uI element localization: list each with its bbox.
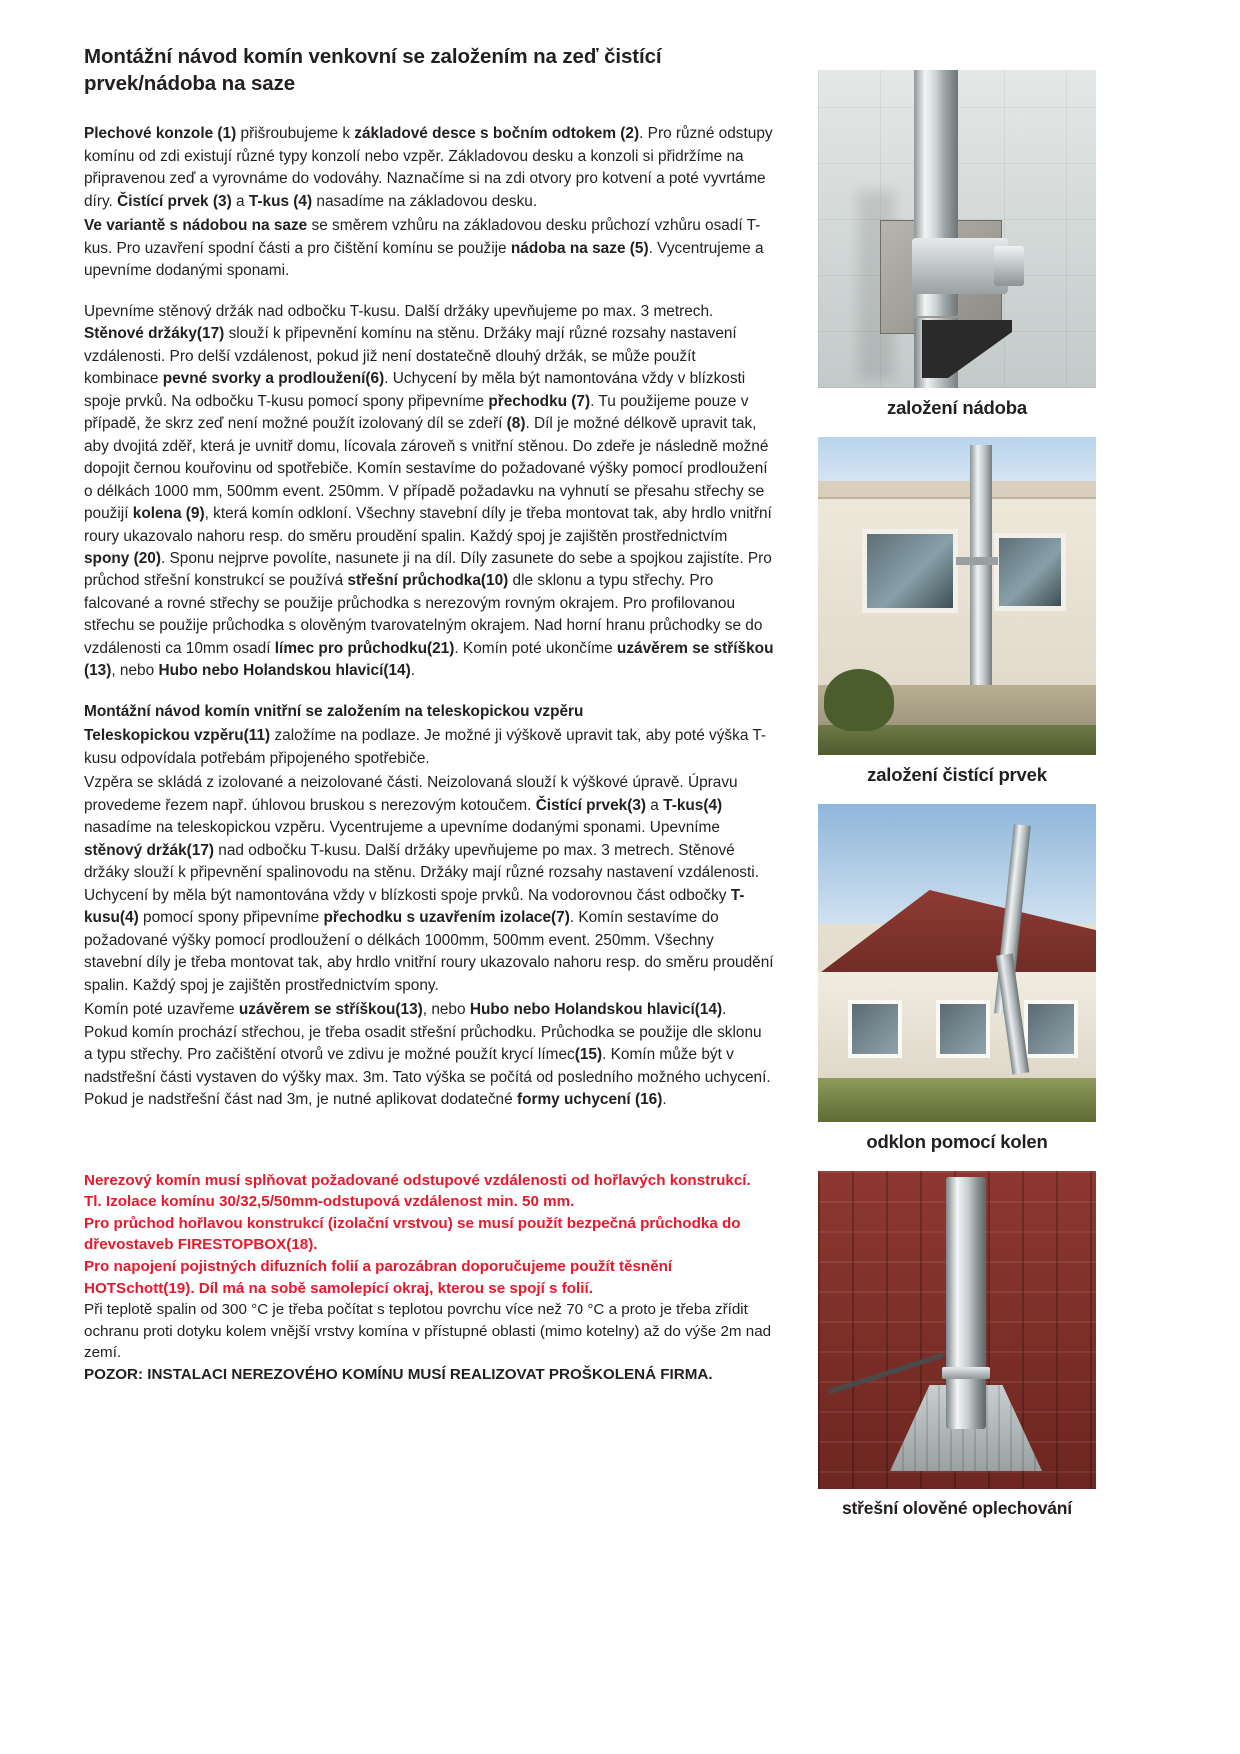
window bbox=[848, 1000, 902, 1058]
term-t-kus-4: T-kus(4) bbox=[663, 796, 723, 814]
term-teleskopicka-vzpera: Teleskopickou vzpěru(11) bbox=[84, 727, 271, 745]
term-prechodka: přechodku (7) bbox=[488, 392, 591, 410]
ground bbox=[818, 1078, 1096, 1122]
term-cistici-prvek: Čistící prvek (3) bbox=[117, 192, 232, 210]
term-stresni-prichodka: střešní průchodka(10) bbox=[347, 572, 509, 590]
term-zakladova-deska: základové desce s bočním odtokem (2) bbox=[354, 125, 640, 143]
text-run: nasadíme na základovou desku. bbox=[312, 192, 538, 210]
term-dil-8: (8) bbox=[506, 415, 526, 433]
text-run: . bbox=[662, 1091, 667, 1109]
paragraph-teleskopicka-vzpera bbox=[84, 725, 774, 770]
term-hubo-hlavice: Hubo nebo Holandskou hlavicí(14) bbox=[158, 662, 411, 680]
text-run: Komín poté uzavřeme bbox=[84, 1001, 239, 1019]
paragraph-nadoba-na-saze bbox=[84, 215, 774, 282]
term-nadoba-na-saze: nádoba na saze (5) bbox=[510, 239, 649, 257]
text-run: Vzpěra se skládá z izolované a neizolované části. Neizolovaná slouží k výškové úpravě. Úpravu provedeme řezem např. úhlovou bruskou s nerezovým kotoučem. bbox=[84, 774, 738, 814]
term-limec-15: (15) bbox=[574, 1046, 603, 1064]
term-spony: spony (20) bbox=[84, 550, 161, 567]
subheading-vnitrni-komin bbox=[84, 701, 774, 723]
spacer bbox=[84, 285, 774, 301]
text-run: dle sklonu a typu střechy. Pro falcované a rovné střechy se použije průchodka s nerezovým rovným okrajem. Pro profilovanou střechu se použije průchodka s olověným tvarovatelným okrajem. Nad horní hranu průchodky se do vzdálenosti ca 10mm osadí bbox=[84, 572, 763, 657]
window bbox=[994, 533, 1066, 611]
photo-cleaning-element-base bbox=[818, 437, 1096, 755]
text-run: pomocí spony připevníme bbox=[138, 909, 324, 927]
warning-block bbox=[84, 1170, 774, 1386]
bush bbox=[824, 669, 894, 731]
text-run: se směrem vzhůru na základovou desku průchozí vzhůru osadí T-kus. Pro uzavření spodní části a pro čištění komínu se použije bbox=[84, 217, 761, 257]
figure-column bbox=[818, 44, 1096, 1724]
text-run: . Komín sestavíme do požadované výšky pomocí prodloužení o délkách 1000mm, 500mm event. 250mm. Všechny stavební díly je třeba montovat tak, aby hrdlo vnitřní roury ukazovalo nahoru resp. do směru proudění spalin. Každý spoj je zajištěn prostřednictvím spony. bbox=[84, 909, 774, 994]
figure-4-caption: střešní olověné oplechování bbox=[842, 1498, 1072, 1518]
text-column bbox=[84, 44, 774, 1724]
text-run: . Komín poté ukončíme bbox=[454, 639, 617, 657]
text-run: . Vycentrujeme a upevníme dodanými sponami. bbox=[84, 239, 764, 280]
text-run: , která komín odkloní. Všechny stavební díly je třeba montovat tak, aby hrdlo vnitřní roury ukazovalo nahoru resp. do směru proudění spalin. Každý spoj je zajištěn prostřednictvím bbox=[84, 505, 772, 545]
text-run: slouží k připevnění komínu na stěnu. Držáky mají různé rozsahy nastavení vzdálenosti. Pro delší vzdálenost, pokud již není dostatečně dlouhý držák, se může použít kombinace bbox=[84, 325, 737, 388]
page-title: Montážní návod komín venkovní se založením na zeď čistící prvek/nádoba na saze bbox=[84, 45, 662, 95]
chimney-pipe bbox=[946, 1177, 986, 1429]
term-stenovy-drzak-17: stěnový držák(17) bbox=[84, 841, 215, 859]
term-t-kus: T-kus (4) bbox=[248, 192, 313, 210]
text-run: nad odbočku T-kusu. Další držáky upevňujeme po max. 3 metrech. Stěnové držáky slouží k připevnění spalinovodu na stěnu. Držáky mají různé rozsahy nastavení vzdálenosti. Uchycení by měla být namontována vždy v blízkosti spoje prvků. Na vodorovnou část odbočky bbox=[84, 841, 759, 904]
text-run: . Pro různé odstupy komínu od zdi existují různé typy konzolí nebo vzpěr. Základovou desku a konzoli si přidržíme na připravenou zeď a vyrovnáme do vodováhy. Naznačíme si na zdi otvory pro kotvení a poté vyvrtáme díry. bbox=[84, 125, 773, 210]
text-run: a bbox=[646, 796, 664, 814]
paragraph-vzpera-montaz bbox=[84, 772, 774, 997]
text-run: , nebo bbox=[422, 1001, 470, 1019]
photo-soot-container-base bbox=[818, 70, 1096, 388]
text-run: založíme na podlaze. Je možné ji výškově upravit tak, aby poté výška T-kusu odpovídala potřebám připojeného spotřebiče. bbox=[84, 727, 767, 767]
term-t-kusu-4: T-kusu(4) bbox=[84, 886, 745, 927]
photo-offset-with-elbows bbox=[818, 804, 1096, 1122]
figure-2-caption: založení čistící prvek bbox=[867, 764, 1047, 785]
figure-2 bbox=[818, 437, 1096, 800]
side-outlet-cap bbox=[994, 246, 1024, 286]
roof-eave bbox=[818, 481, 1096, 499]
warning-line-5: Při teplotě spalin od 300 °C je třeba počítat s teplotou povrchu více než 70 °C a proto je třeba zřídit ochranu proti dotyku kolem vnější vrstvy komína v přístupné oblasti (mimo kotelny) až do výše 2m nad zemí. bbox=[84, 1301, 772, 1362]
paragraph-drzaky bbox=[84, 301, 774, 683]
figure-3-caption: odklon pomocí kolen bbox=[866, 1131, 1048, 1152]
chimney-pipe bbox=[970, 445, 992, 691]
term-stenove-drzaky: Stěnové držáky(17) bbox=[84, 325, 225, 343]
term-uzaver-striskou-13: uzávěrem se stříškou(13) bbox=[238, 1001, 423, 1019]
pipe-clamp bbox=[942, 1367, 990, 1379]
term-cistici-prvek-3: Čistící prvek(3) bbox=[535, 796, 647, 814]
figure-3 bbox=[818, 804, 1096, 1167]
term-varianta-nadoba: Ve variantě s nádobou na saze bbox=[84, 217, 308, 235]
term-limec: límec pro průchodku(21) bbox=[274, 639, 455, 657]
term-kolena: kolena (9) bbox=[132, 505, 205, 523]
photo-roof-lead-flashing bbox=[818, 1171, 1096, 1489]
warning-line-2: Tl. Izolace komínu 30/32,5/50mm-odstupová vzdálenost min. 50 mm. bbox=[84, 1193, 575, 1211]
window bbox=[1024, 1000, 1078, 1058]
subheading-text: Montážní návod komín vnitřní se založením na teleskopickou vzpěru bbox=[84, 702, 584, 720]
text-run: . Tu použijeme pouze v případě, že skrz zeď není možné použít izolovaný díl se zdeří bbox=[84, 392, 749, 433]
term-prechodka-izolace: přechodku s uzavřením izolace(7) bbox=[323, 909, 570, 927]
term-plechove-konzole: Plechové konzole (1) bbox=[84, 125, 237, 143]
text-run: . Sponu nejprve povolíte, nasunete ji na díl. Díly zasunete do sebe a spojkou zajistíte. Pro průchod střešní konstrukcí se používá bbox=[84, 550, 772, 590]
term-svorky-prodlouzeni: pevné svorky a prodloužení(6) bbox=[162, 370, 385, 388]
text-run: Upevníme stěnový držák nad odbočku T-kusu. Další držáky upevňujeme po max. 3 metrech. bbox=[84, 302, 714, 320]
text-run: . Díl je možné délkově upravit tak, aby dvojitá zděř, která je uvnitř domu, lícovala zároveň s vnitřní stěnou. Do zdeře je následně možné dopojit černou kouřovinu od spotřebiče. Komín sestavíme do požadované výšky pomocí prodloužení o délkách 1000 mm, 500mm event. 250mm. V případě požadavku na vyhnutí se přesahu střechy se použijí bbox=[84, 415, 769, 523]
text-run: . Uchycení by měla být namontována vždy v blízkosti spoje prvků. Na odbočku T-kusu pomocí spony připevníme bbox=[84, 370, 746, 410]
spacer bbox=[84, 685, 774, 701]
warning-line-6: POZOR: INSTALACI NEREZOVÉHO KOMÍNU MUSÍ REALIZOVAT PROŠKOLENÁ FIRMA. bbox=[84, 1365, 713, 1383]
warning-line-1: Nerezový komín musí splňovat požadované odstupové vzdálenosti od hořlavých konstrukcí. bbox=[84, 1171, 751, 1189]
figure-1-caption: založení nádoba bbox=[887, 397, 1027, 418]
warning-line-4: Pro napojení pojistných difuzních folií a parozábran doporučujeme použít těsnění HOTSchott(19). Díl má na sobě samolepící okraj, kterou se spojí s folií. bbox=[84, 1257, 673, 1297]
text-run: . bbox=[410, 662, 415, 680]
paragraph-uzaver-prichodka bbox=[84, 999, 774, 1111]
figure-1 bbox=[818, 70, 1096, 433]
wall-bracket bbox=[956, 557, 998, 565]
term-formy-uchyceni-16: formy uchycení (16) bbox=[516, 1091, 663, 1109]
text-run: přišroubujeme k bbox=[236, 125, 355, 143]
warning-line-3: Pro průchod hořlavou konstrukcí (izolační vrstvou) se musí použít bezpečná průchodka do dřevostaveb FIRESTOPBOX(18). bbox=[84, 1214, 741, 1254]
text-run: . Pokud komín prochází střechou, je třeba osadit střešní průchodku. Průchodka se použije dle sklonu a typu střechy. Pro začištění otvorů ve zdivu je možné použít krycí límec bbox=[84, 1001, 762, 1064]
term-hubo-holandska-14: Hubo nebo Holandskou hlavicí(14) bbox=[469, 1001, 723, 1019]
window bbox=[862, 529, 958, 613]
term-uzaver-striska: uzávěrem se stříškou (13) bbox=[84, 639, 774, 680]
text-run: nasadíme na teleskopickou vzpěru. Vycentrujeme a upevníme dodanými sponami. Upevníme bbox=[84, 819, 720, 837]
text-run: , nebo bbox=[111, 662, 159, 680]
text-run: . Komín může být v nadstřešní části vystaven do výšky max. 3m. Tato výška se počítá od posledního možného uchycení. Pokud je nadstřešní část nad 3m, je nutné aplikovat dodatečné bbox=[84, 1046, 771, 1109]
text-run: a bbox=[231, 192, 249, 210]
figure-4 bbox=[818, 1171, 1096, 1533]
paragraph-konzole bbox=[84, 123, 774, 213]
spacer bbox=[84, 1114, 774, 1170]
window bbox=[936, 1000, 990, 1058]
